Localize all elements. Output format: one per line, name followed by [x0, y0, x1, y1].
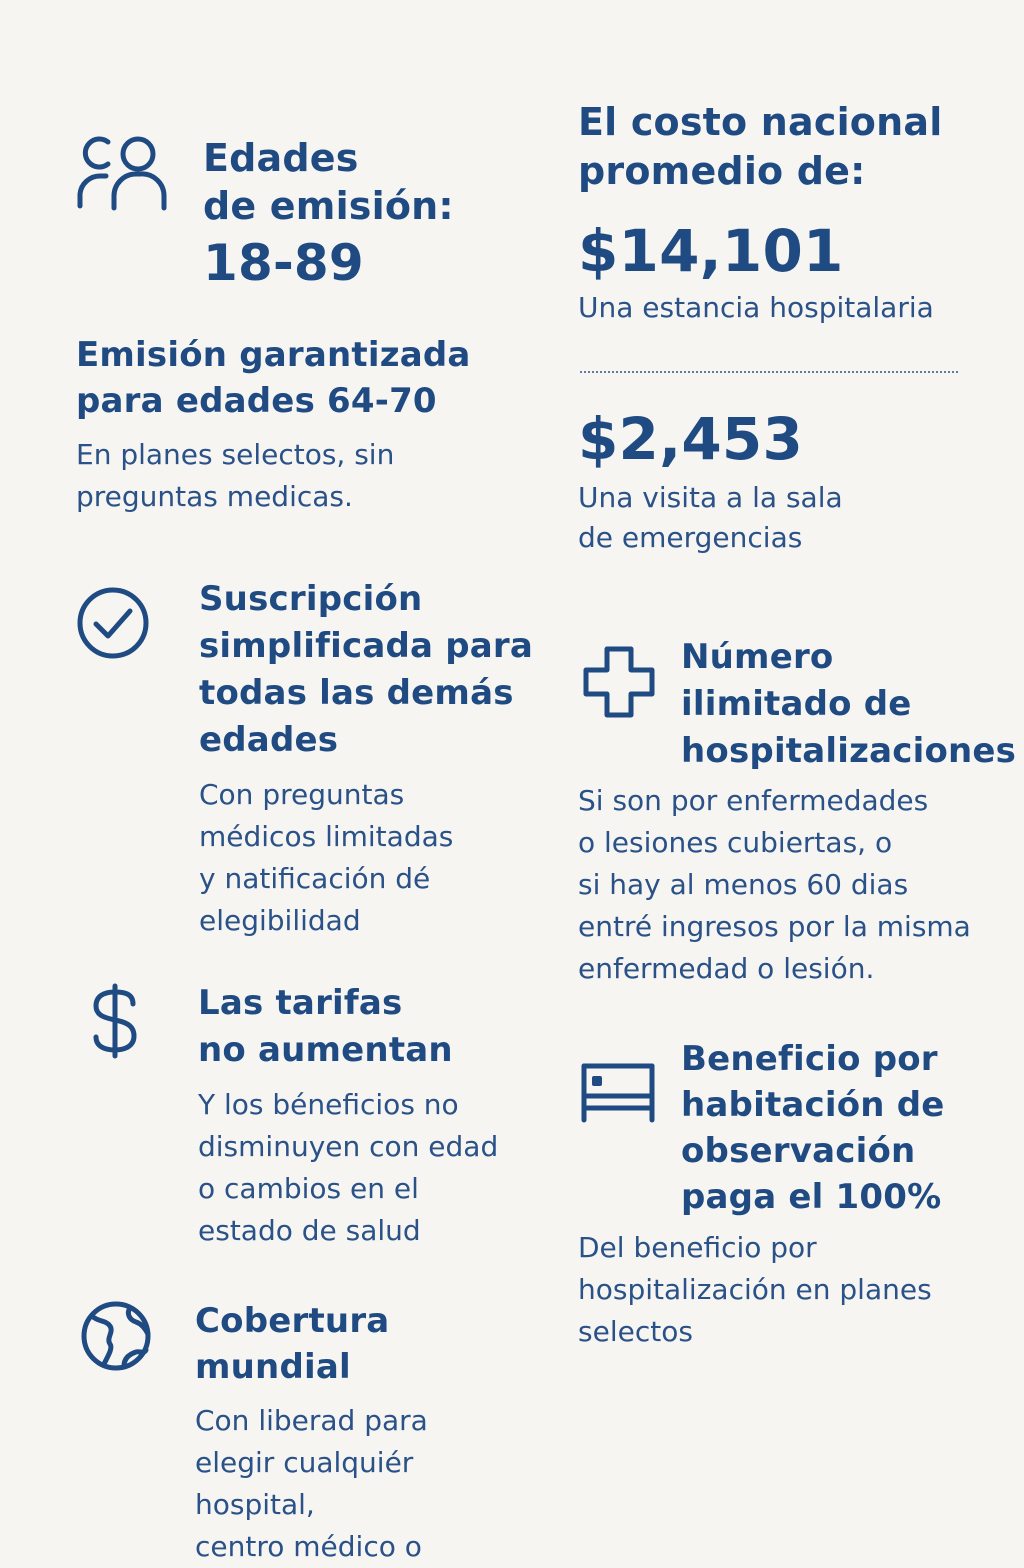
- simplified-block: [199, 576, 539, 942]
- hospitalizations-body: Si son por enfermedades o lesiones cubiertas, o si hay al menos 60 dias entré ingresos por la misma enfermedad o lesión.: [578, 784, 971, 985]
- ages-block: [203, 134, 523, 294]
- globe-icon: [80, 1300, 152, 1372]
- ages-value: 18-89: [203, 234, 364, 292]
- rates-body: Y los béneficios no disminuyen con edad o cambios en el estado de salud: [198, 1088, 499, 1247]
- people-icon: [76, 132, 170, 214]
- coverage-body: Con liberad para elegir cualquiér hospital, centro médico o: [195, 1404, 428, 1563]
- hospitalizations-title-block: [681, 634, 1017, 775]
- ages-title: Edades de emisión:: [203, 136, 454, 228]
- cost-block: [578, 98, 998, 328]
- er-amount: $2,453: [578, 405, 804, 473]
- observation-body-block: [578, 1227, 1008, 1353]
- cost-title: El costo nacional promedio de:: [578, 100, 943, 193]
- dollar-icon: [90, 982, 140, 1060]
- guaranteed-body: En planes selectos, sin preguntas medicas.: [76, 438, 395, 513]
- er-block: [578, 404, 998, 558]
- simplified-title: Suscripción simplificada para todas las demás edades: [199, 579, 534, 760]
- coverage-block: [195, 1298, 535, 1568]
- rates-title: Las tarifas no aumentan: [198, 983, 453, 1070]
- simplified-body: Con preguntas médicos limitadas y natificación dé elegibilidad: [199, 778, 454, 937]
- hospitalizations-title: Número ilimitado de hospitalizaciones: [681, 637, 1017, 771]
- check-circle-icon: [76, 586, 150, 660]
- guaranteed-title: Emisión garantizada para edades 64-70: [76, 335, 471, 421]
- hospitalizations-body-block: [578, 780, 1008, 990]
- er-label: Una visita a la sala de emergencias: [578, 481, 843, 554]
- medical-cross-icon: [583, 646, 655, 718]
- guaranteed-block: [76, 332, 536, 518]
- hospital-amount: $14,101: [578, 217, 844, 285]
- coverage-title: Cobertura mundial: [195, 1301, 390, 1387]
- observation-body: Del beneficio por hospitalización en planes selectos: [578, 1231, 932, 1348]
- bed-icon: [580, 1062, 656, 1124]
- hospital-label: Una estancia hospitalaria: [578, 291, 934, 324]
- observation-title: Beneficio por habitación de observación paga el 100%: [681, 1039, 945, 1217]
- cost-divider: [580, 371, 958, 373]
- observation-title-block: [681, 1036, 1011, 1220]
- rates-block: [198, 980, 538, 1252]
